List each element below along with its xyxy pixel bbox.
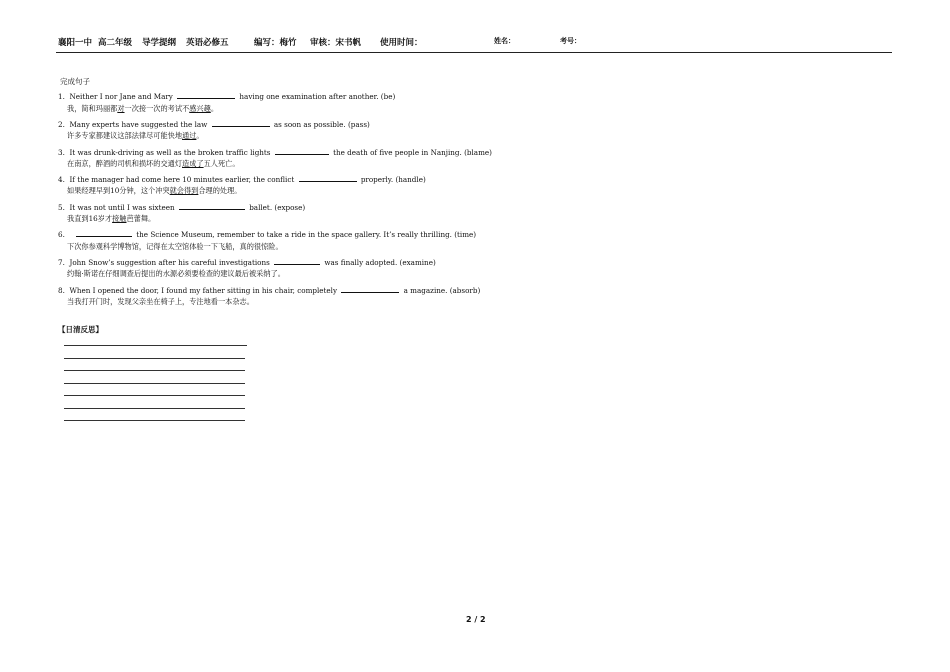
- guide-label: 导学提纲: [142, 38, 177, 48]
- translation-6: 下次你参观科学博物馆，记得在太空馆体验一下飞船，真的很惊险。: [67, 242, 283, 251]
- school-name: 襄阳一中: [58, 38, 93, 48]
- exercise-item-7: 7. John Snow’s suggestion after his careful investigations was finally adopted. (examine): [58, 258, 436, 267]
- grade-label: 高二年级: [98, 38, 133, 48]
- translation-2: 许多专家都建议这部法律尽可能快地通过。: [67, 131, 204, 140]
- translation-3: 在南京，醉酒的司机和损坏的交通灯造成了五人死亡。: [67, 159, 240, 168]
- answer-blank[interactable]: [76, 228, 132, 237]
- exercise-item-8: 8. When I opened the door, I found my father sitting in his chair, completely a magazine. (absorb): [58, 286, 481, 295]
- answer-blank[interactable]: [299, 173, 357, 182]
- subject-label: 英语必修五: [186, 38, 229, 48]
- reflection-title: 【日清反思】: [58, 325, 103, 334]
- reflection-line[interactable]: [64, 383, 245, 384]
- answer-blank[interactable]: [179, 201, 245, 210]
- translation-4: 如果经理早到10分钟，这个冲突就会得到合理的处理。: [67, 186, 242, 195]
- answer-blank[interactable]: [274, 256, 320, 265]
- name-field-label: 姓名：: [494, 37, 515, 45]
- exercise-item-5: 5. It was not until I was sixteen ballet. (expose): [58, 203, 306, 212]
- answer-blank[interactable]: [212, 118, 270, 127]
- answer-blank[interactable]: [275, 146, 329, 155]
- editor-label: 编写：梅竹: [254, 38, 297, 48]
- translation-8: 当我打开门时，发现父亲坐在椅子上，专注地看一本杂志。: [67, 297, 254, 306]
- reflection-line[interactable]: [64, 345, 247, 346]
- translation-1: 我，简和玛丽都对一次接一次的考试不感兴趣。: [67, 104, 219, 113]
- answer-blank[interactable]: [177, 90, 235, 99]
- exercise-item-3: 3. It was drunk-driving as well as the broken traffic lights the death of five people in Nanjing. (blame): [58, 148, 492, 157]
- translation-5: 我直到16岁才接触芭蕾舞。: [67, 214, 156, 223]
- translation-7: 约翰·斯诺在仔细调查后提出的水源必须要检查的建议最后被采纳了。: [67, 269, 285, 278]
- reflection-line[interactable]: [64, 420, 245, 421]
- answer-blank[interactable]: [341, 284, 399, 293]
- reflection-line[interactable]: [64, 358, 245, 359]
- exercise-item-1: 1. Neither I nor Jane and Mary having one examination after another. (be): [58, 92, 396, 101]
- exam-number-label: 考号：: [560, 37, 581, 45]
- use-time-label: 使用时间：: [380, 38, 423, 48]
- exercise-item-6: 6. the Science Museum, remember to take a ride in the space gallery. It’s really thrilling. (time): [58, 230, 477, 239]
- header-divider: [56, 52, 892, 53]
- exercise-item-4: 4. If the manager had come here 10 minutes earlier, the conflict properly. (handle): [58, 175, 426, 184]
- reviewer-label: 审核：宋书帆: [310, 38, 362, 48]
- reflection-line[interactable]: [64, 370, 245, 371]
- page-number: 2 / 2: [466, 615, 486, 624]
- reflection-line[interactable]: [64, 408, 245, 409]
- reflection-line[interactable]: [64, 395, 245, 396]
- exercise-item-2: 2. Many experts have suggested the law as soon as possible. (pass): [58, 120, 370, 129]
- section-title: 完成句子: [60, 77, 90, 86]
